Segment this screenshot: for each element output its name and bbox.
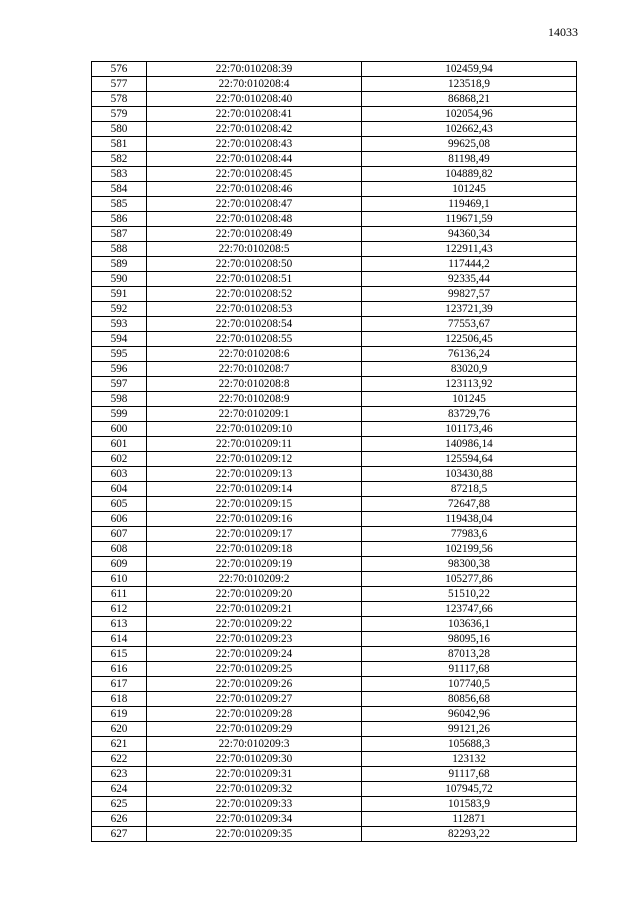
table-row [92,347,577,362]
value-cell: 99121,26 [362,722,577,737]
table-row [92,377,577,392]
value-cell: 123518,9 [362,77,577,92]
cadastral-number-cell: 22:70:010208:48 [147,212,362,227]
value-cell: 87218,5 [362,482,577,497]
table-row [92,557,577,572]
cadastral-number-cell: 22:70:010209:27 [147,692,362,707]
row-number-cell: 619 [92,707,147,722]
table-row [92,137,577,152]
value-cell: 125594,64 [362,452,577,467]
row-number-cell: 583 [92,167,147,182]
row-number-cell: 576 [92,62,147,77]
row-number-cell: 623 [92,767,147,782]
cadastral-number-cell: 22:70:010209:19 [147,557,362,572]
value-cell: 119469,1 [362,197,577,212]
table-row [92,692,577,707]
value-cell: 104889,82 [362,167,577,182]
cadastral-number-cell: 22:70:010209:12 [147,452,362,467]
row-number-cell: 614 [92,632,147,647]
table-row [92,632,577,647]
row-number-cell: 617 [92,677,147,692]
value-cell: 122911,43 [362,242,577,257]
value-cell: 105277,86 [362,572,577,587]
row-number-cell: 606 [92,512,147,527]
cadastral-number-cell: 22:70:010209:13 [147,467,362,482]
table-row [92,422,577,437]
cadastral-number-cell: 22:70:010208:45 [147,167,362,182]
table-row [92,482,577,497]
table-row [92,317,577,332]
value-cell: 107740,5 [362,677,577,692]
cadastral-number-cell: 22:70:010209:3 [147,737,362,752]
table-row [92,152,577,167]
value-cell: 94360,34 [362,227,577,242]
cadastral-number-cell: 22:70:010209:18 [147,542,362,557]
value-cell: 77983,6 [362,527,577,542]
row-number-cell: 613 [92,617,147,632]
value-cell: 112871 [362,812,577,827]
table-row [92,362,577,377]
row-number-cell: 587 [92,227,147,242]
cadastral-number-cell: 22:70:010209:22 [147,617,362,632]
row-number-cell: 591 [92,287,147,302]
cadastral-number-cell: 22:70:010209:20 [147,587,362,602]
value-cell: 140986,14 [362,437,577,452]
row-number-cell: 624 [92,782,147,797]
cadastral-number-cell: 22:70:010209:35 [147,827,362,842]
cadastral-number-cell: 22:70:010208:52 [147,287,362,302]
value-cell: 83729,76 [362,407,577,422]
value-cell: 76136,24 [362,347,577,362]
value-cell: 87013,28 [362,647,577,662]
cadastral-number-cell: 22:70:010209:30 [147,752,362,767]
cadastral-number-cell: 22:70:010208:44 [147,152,362,167]
table-row [92,212,577,227]
value-cell: 96042,96 [362,707,577,722]
row-number-cell: 605 [92,497,147,512]
row-number-cell: 616 [92,662,147,677]
table-row [92,452,577,467]
cadastral-number-cell: 22:70:010209:10 [147,422,362,437]
cadastral-number-cell: 22:70:010209:11 [147,437,362,452]
row-number-cell: 601 [92,437,147,452]
cadastral-number-cell: 22:70:010208:43 [147,137,362,152]
table-row [92,122,577,137]
table-row [92,62,577,77]
cadastral-number-cell: 22:70:010209:31 [147,767,362,782]
row-number-cell: 621 [92,737,147,752]
value-cell: 77553,67 [362,317,577,332]
row-number-cell: 600 [92,422,147,437]
cadastral-number-cell: 22:70:010209:2 [147,572,362,587]
table-row [92,92,577,107]
value-cell: 123132 [362,752,577,767]
cadastral-number-cell: 22:70:010209:23 [147,632,362,647]
row-number-cell: 586 [92,212,147,227]
cadastral-number-cell: 22:70:010209:28 [147,707,362,722]
row-number-cell: 578 [92,92,147,107]
cadastral-number-cell: 22:70:010209:26 [147,677,362,692]
value-cell: 107945,72 [362,782,577,797]
row-number-cell: 598 [92,392,147,407]
value-cell: 119438,04 [362,512,577,527]
row-number-cell: 620 [92,722,147,737]
table-row [92,77,577,92]
row-number-cell: 626 [92,812,147,827]
value-cell: 105688,3 [362,737,577,752]
row-number-cell: 597 [92,377,147,392]
table-row [92,572,577,587]
table-row [92,782,577,797]
table-row [92,107,577,122]
row-number-cell: 611 [92,587,147,602]
row-number-cell: 625 [92,797,147,812]
value-cell: 101245 [362,392,577,407]
table-row [92,752,577,767]
table-row [92,332,577,347]
row-number-cell: 608 [92,542,147,557]
row-number-cell: 584 [92,182,147,197]
cadastral-number-cell: 22:70:010209:14 [147,482,362,497]
value-cell: 123113,92 [362,377,577,392]
table-row [92,542,577,557]
row-number-cell: 599 [92,407,147,422]
row-number-cell: 582 [92,152,147,167]
table-row [92,527,577,542]
row-number-cell: 581 [92,137,147,152]
table-body [92,62,577,842]
cadastral-number-cell: 22:70:010208:42 [147,122,362,137]
table-row [92,437,577,452]
row-number-cell: 594 [92,332,147,347]
row-number-cell: 590 [92,272,147,287]
cadastral-number-cell: 22:70:010208:9 [147,392,362,407]
row-number-cell: 602 [92,452,147,467]
table-row [92,302,577,317]
table-row [92,827,577,842]
table-row [92,227,577,242]
table-row [92,767,577,782]
value-cell: 99625,08 [362,137,577,152]
cadastral-number-cell: 22:70:010209:25 [147,662,362,677]
row-number-cell: 618 [92,692,147,707]
cadastral-number-cell: 22:70:010208:8 [147,377,362,392]
row-number-cell: 604 [92,482,147,497]
value-cell: 101173,46 [362,422,577,437]
cadastral-number-cell: 22:70:010209:15 [147,497,362,512]
table-row [92,737,577,752]
value-cell: 92335,44 [362,272,577,287]
cadastral-number-cell: 22:70:010208:6 [147,347,362,362]
cadastral-number-cell: 22:70:010208:40 [147,92,362,107]
table-row [92,272,577,287]
table-row [92,167,577,182]
row-number-cell: 593 [92,317,147,332]
value-cell: 122506,45 [362,332,577,347]
row-number-cell: 589 [92,257,147,272]
cadastral-number-cell: 22:70:010208:39 [147,62,362,77]
value-cell: 98095,16 [362,632,577,647]
value-cell: 102662,43 [362,122,577,137]
cadastral-number-cell: 22:70:010209:33 [147,797,362,812]
cadastral-number-cell: 22:70:010209:29 [147,722,362,737]
value-cell: 102199,56 [362,542,577,557]
table-row [92,287,577,302]
value-cell: 123721,39 [362,302,577,317]
row-number-cell: 607 [92,527,147,542]
value-cell: 119671,59 [362,212,577,227]
table-row [92,467,577,482]
value-cell: 99827,57 [362,287,577,302]
cadastral-number-cell: 22:70:010208:7 [147,362,362,377]
row-number-cell: 609 [92,557,147,572]
value-cell: 101583,9 [362,797,577,812]
cadastral-number-cell: 22:70:010208:41 [147,107,362,122]
value-cell: 91117,68 [362,662,577,677]
table-row [92,647,577,662]
value-cell: 86868,21 [362,92,577,107]
table-row [92,242,577,257]
value-cell: 123747,66 [362,602,577,617]
value-cell: 81198,49 [362,152,577,167]
cadastral-number-cell: 22:70:010208:54 [147,317,362,332]
value-cell: 103430,88 [362,467,577,482]
cadastral-number-cell: 22:70:010208:49 [147,227,362,242]
value-cell: 72647,88 [362,497,577,512]
row-number-cell: 622 [92,752,147,767]
table-row [92,197,577,212]
cadastral-number-cell: 22:70:010208:5 [147,242,362,257]
page-number: 14033 [548,25,578,39]
table-row [92,707,577,722]
value-cell: 101245 [362,182,577,197]
row-number-cell: 577 [92,77,147,92]
row-number-cell: 596 [92,362,147,377]
row-number-cell: 612 [92,602,147,617]
value-cell: 51510,22 [362,587,577,602]
table-row [92,662,577,677]
table-row [92,407,577,422]
value-cell: 102459,94 [362,62,577,77]
row-number-cell: 627 [92,827,147,842]
cadastral-number-cell: 22:70:010209:21 [147,602,362,617]
table-row [92,722,577,737]
table-row [92,677,577,692]
row-number-cell: 588 [92,242,147,257]
table-row [92,182,577,197]
cadastral-number-cell: 22:70:010209:1 [147,407,362,422]
value-cell: 103636,1 [362,617,577,632]
row-number-cell: 595 [92,347,147,362]
cadastral-number-cell: 22:70:010208:4 [147,77,362,92]
table-row [92,797,577,812]
row-number-cell: 592 [92,302,147,317]
table-row [92,257,577,272]
value-cell: 83020,9 [362,362,577,377]
row-number-cell: 580 [92,122,147,137]
table-row [92,587,577,602]
row-number-cell: 579 [92,107,147,122]
cadastral-number-cell: 22:70:010208:46 [147,182,362,197]
cadastral-number-cell: 22:70:010208:51 [147,272,362,287]
cadastral-number-cell: 22:70:010208:50 [147,257,362,272]
value-cell: 91117,68 [362,767,577,782]
value-cell: 117444,2 [362,257,577,272]
cadastral-number-cell: 22:70:010209:17 [147,527,362,542]
value-cell: 98300,38 [362,557,577,572]
row-number-cell: 615 [92,647,147,662]
row-number-cell: 610 [92,572,147,587]
cadastral-number-cell: 22:70:010209:24 [147,647,362,662]
cadastral-number-cell: 22:70:010209:16 [147,512,362,527]
value-cell: 102054,96 [362,107,577,122]
table-row [92,497,577,512]
cadastral-number-cell: 22:70:010209:34 [147,812,362,827]
cadastral-number-cell: 22:70:010208:53 [147,302,362,317]
table-row [92,602,577,617]
row-number-cell: 603 [92,467,147,482]
table-row [92,812,577,827]
table-row [92,617,577,632]
table-row [92,512,577,527]
cadastral-number-cell: 22:70:010209:32 [147,782,362,797]
data-table [91,61,577,842]
value-cell: 82293,22 [362,827,577,842]
row-number-cell: 585 [92,197,147,212]
table-row [92,392,577,407]
cadastral-number-cell: 22:70:010208:55 [147,332,362,347]
cadastral-number-cell: 22:70:010208:47 [147,197,362,212]
value-cell: 80856,68 [362,692,577,707]
